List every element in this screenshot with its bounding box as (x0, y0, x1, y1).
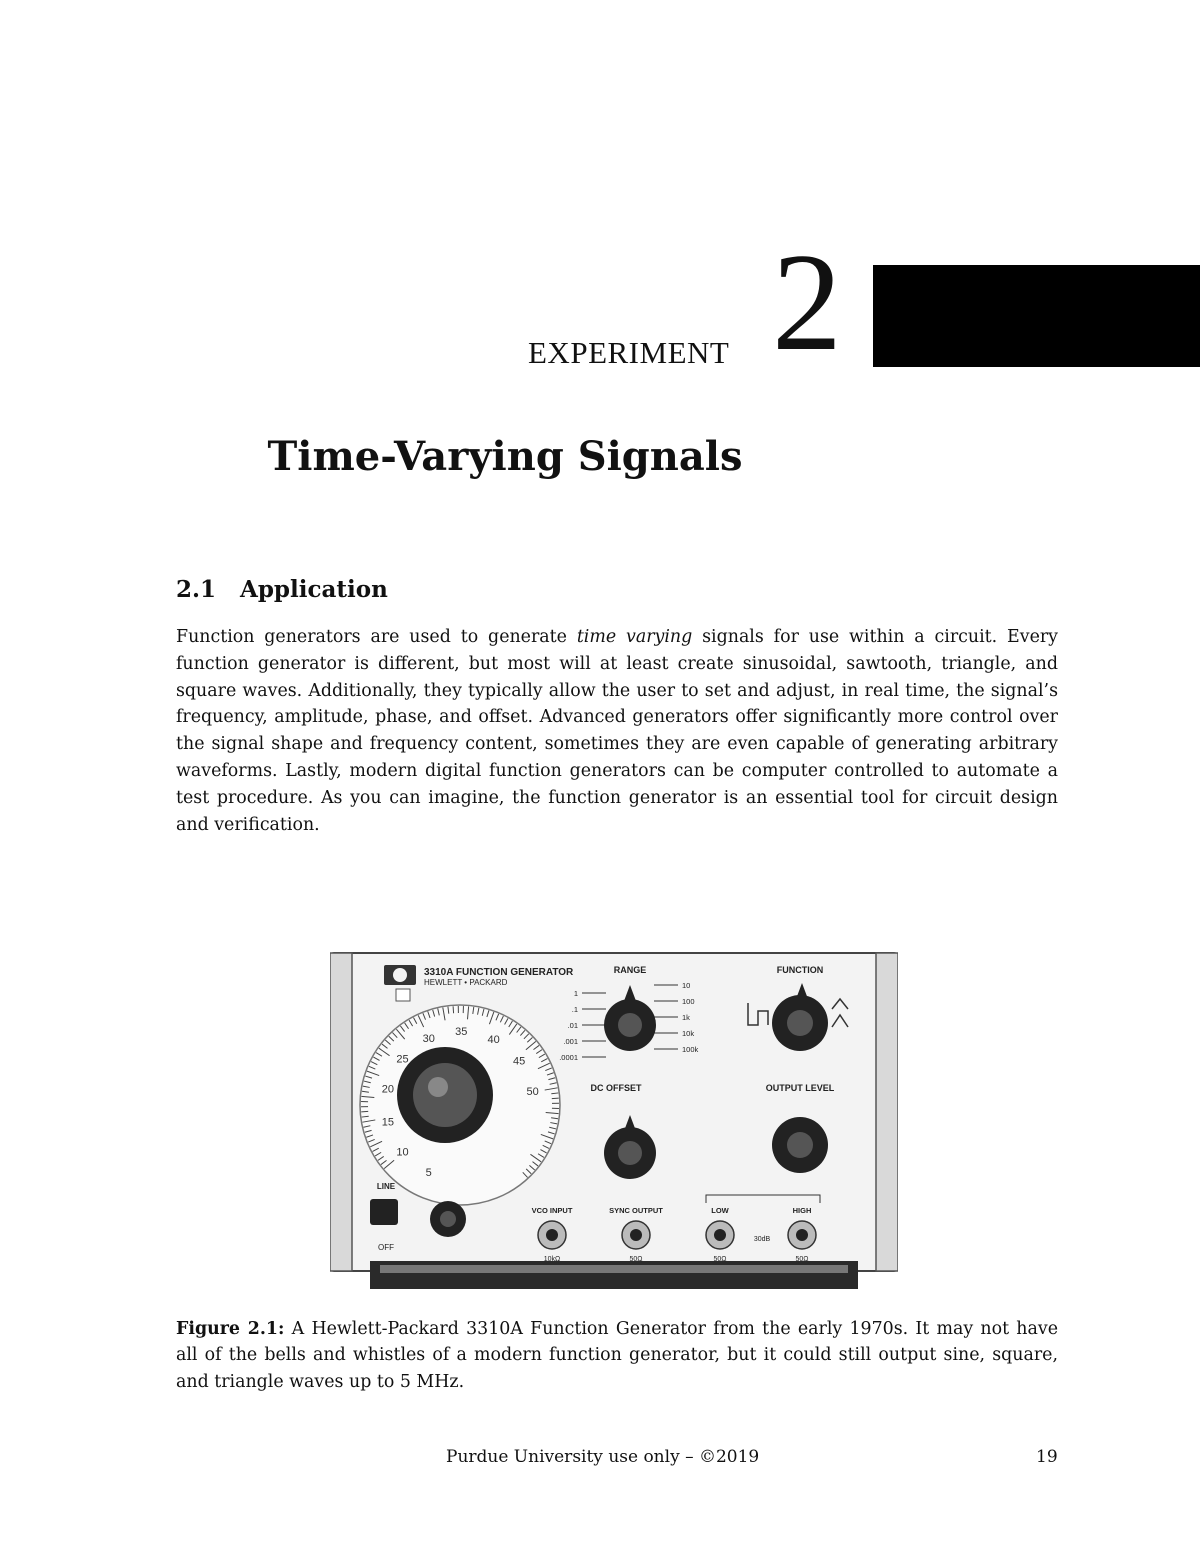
range-label: RANGE (613, 965, 647, 975)
body-text-emphasis: time varying (576, 627, 693, 647)
left-side-rail (330, 953, 352, 1271)
line-switch-label: LINE (376, 1182, 396, 1191)
section-title: Application (240, 576, 388, 603)
frequency-knob-highlight (428, 1077, 448, 1097)
jack-impedance-label: 10kΩ (543, 1256, 561, 1263)
range-right-value: 10k (682, 1029, 695, 1038)
dial-number: 40 (487, 1034, 500, 1047)
function-knob-cap (787, 1010, 813, 1036)
body-text-pre: Function generators are used to generate (176, 627, 577, 647)
jack-impedance-label: 50Ω (713, 1256, 727, 1263)
bnc-jack-center (630, 1229, 642, 1241)
range-left-value: .0001 (559, 1053, 578, 1062)
bnc-jack-center (714, 1229, 726, 1241)
range-right-value: 1k (682, 1013, 690, 1022)
dial-number: 5 (425, 1167, 432, 1180)
dc-offset-knob-cap (618, 1141, 642, 1165)
range-left-value: .01 (567, 1021, 578, 1030)
function-generator-illustration (330, 945, 898, 1295)
caption-text: A Hewlett-Packard 3310A Function Generator from the early 1970s. It may not have all of the bells and whistles of a modern function generator, but it could still output sine, square, and triangle waves up to 5 MHz. (176, 1319, 1058, 1392)
dial-number: 45 (512, 1055, 526, 1068)
dial-number: 30 (422, 1032, 435, 1045)
output-level-knob-cap (787, 1132, 813, 1158)
hp-logo-mark (393, 968, 407, 982)
page-footer: Purdue University use only – ©2019 (446, 1447, 760, 1467)
sync-output-label: SYNC OUTPUT (609, 1206, 663, 1215)
output-level-label: OUTPUT LEVEL (765, 1083, 835, 1093)
jack-impedance-label: 50Ω (795, 1256, 809, 1263)
panel-model-label: 3310A FUNCTION GENERATOR (424, 967, 574, 978)
chapter-header (0, 225, 1200, 380)
indicator-lamp (396, 989, 410, 1001)
section-heading (176, 576, 388, 603)
panel-maker-label: HEWLETT • PACKARD (424, 978, 508, 987)
dial-number: 10 (396, 1146, 409, 1159)
caption-label: Figure 2.1: (176, 1319, 285, 1339)
dial-number: 15 (381, 1116, 395, 1129)
dial-number: 20 (381, 1083, 395, 1096)
range-left-value: 1 (573, 989, 578, 998)
page-number: 19 (1036, 1447, 1058, 1467)
dial-number: 35 (455, 1026, 468, 1039)
range-right-value: 10 (682, 981, 691, 990)
chapter-title: Time-Varying Signals (267, 433, 743, 480)
chapter-bar (873, 265, 1200, 367)
body-text-post: signals for use within a circuit. Every function generator is different, but most will at least create sinusoidal, sawtooth, triangle, and square waves. Additionally, they typically allow the user to set and adjust, in real time, the signal’s frequency, amplitude, phase, and offset. Advanced generators offer significantly more control over the signal shape and frequency content, sometimes they are even capable of generating arbitrary waveforms. Lastly, modern digital function generators can be computer controlled to automate a test procedure. As you can imagine, the function generator is an essential tool for circuit design and verification. (176, 627, 1059, 835)
function-label: FUNCTION (776, 965, 824, 975)
right-side-rail (876, 953, 898, 1271)
bnc-jack-center (796, 1229, 808, 1241)
frequency-knob-cap (413, 1063, 477, 1127)
range-knob-cap (618, 1013, 642, 1037)
high-output-label: HIGH (792, 1206, 812, 1215)
bnc-jack-center (546, 1229, 558, 1241)
jack-impedance-label: 50Ω (629, 1256, 643, 1263)
base-highlight (380, 1265, 848, 1273)
figure-caption (176, 1316, 1058, 1395)
vco-input-label: VCO INPUT (531, 1206, 573, 1215)
line-off-label: OFF (378, 1243, 394, 1252)
dial-number: 25 (396, 1053, 409, 1066)
range-right-value: 100k (682, 1045, 699, 1054)
range-right-value: 100 (682, 997, 695, 1006)
range-left-value: .001 (563, 1037, 578, 1046)
dc-offset-label: DC OFFSET (590, 1083, 642, 1093)
line-switch[interactable] (370, 1199, 398, 1225)
figure-function-generator (330, 945, 898, 1295)
attenuation-label: 30dB (753, 1236, 771, 1243)
body-paragraph (176, 624, 1058, 838)
dial-number: 50 (526, 1085, 539, 1098)
range-left-value: .1 (571, 1005, 578, 1014)
section-number: 2.1 (176, 576, 217, 603)
low-output-label: LOW (711, 1206, 729, 1215)
chapter-label: EXPERIMENT (528, 335, 730, 370)
vernier-knob-cap (440, 1211, 456, 1227)
chapter-number: 2 (772, 225, 842, 380)
